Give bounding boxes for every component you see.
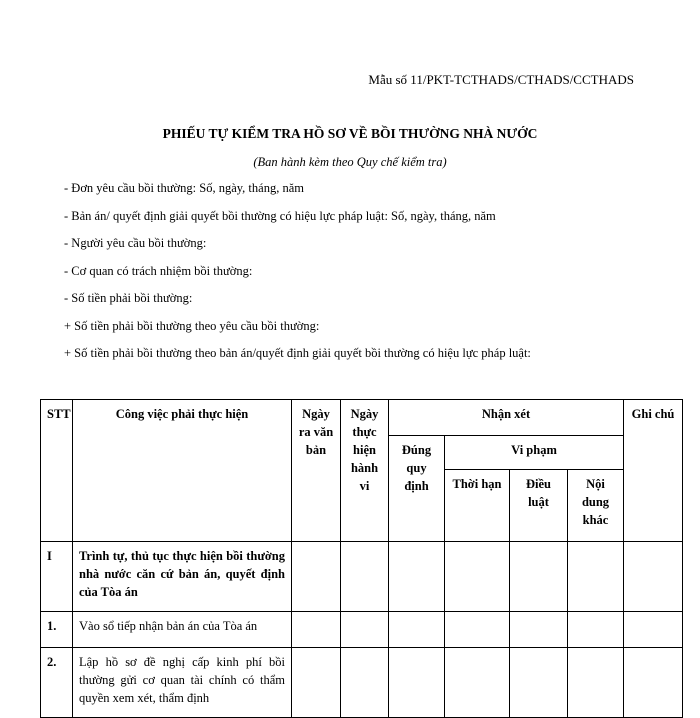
form-code: Mẫu số 11/PKT-TCTHADS/CTHADS/CCTHADS [368, 72, 634, 87]
field-amount-judgment: + Số tiền phải bồi thường theo bản án/quyết định giải quyết bồi thường có hiệu lực pháp luật: [64, 346, 531, 360]
row-number: 2. [41, 648, 73, 718]
col-review: Nhận xét [389, 400, 624, 436]
col-action-date: Ngày thực hiện hành vi [341, 400, 389, 542]
col-deadline: Thời hạn [445, 470, 510, 542]
page-subtitle: (Ban hành kèm theo Quy chế kiểm tra) [253, 155, 447, 169]
col-violation: Vi phạm [445, 436, 624, 470]
row-number: I [41, 542, 73, 612]
col-doc-date: Ngày ra văn bản [292, 400, 341, 542]
table-row [41, 612, 683, 648]
field-amount-requested: + Số tiền phải bồi thường theo yêu cầu bồi thường: [64, 318, 320, 333]
col-other: Nội dung khác [568, 470, 624, 542]
field-judgment: - Bản án/ quyết định giải quyết bồi thường có hiệu lực pháp luật: Số, ngày, tháng, năm [64, 208, 496, 223]
field-claimant: - Người yêu cầu bồi thường: [64, 236, 207, 250]
field-responsible-agency: - Cơ quan có trách nhiệm bồi thường: [64, 263, 253, 278]
col-stt: STT [41, 400, 73, 542]
review-table [40, 399, 683, 718]
col-note: Ghi chú [624, 400, 683, 542]
field-claim-application: - Đơn yêu cầu bồi thường: Số, ngày, tháng, năm [64, 181, 304, 195]
col-article: Điều luật [510, 470, 568, 542]
col-task: Công việc phải thực hiện [73, 400, 292, 542]
row-number: 1. [41, 612, 73, 648]
row-task: Trình tự, thủ tục thực hiện bồi thường nhà nước căn cứ bản án, quyết định của Tòa án [73, 542, 292, 612]
info-fields [64, 180, 684, 373]
row-task: Lập hồ sơ đề nghị cấp kinh phí bồi thường gửi cơ quan tài chính có thẩm quyền xem xét, thẩm định [73, 648, 292, 718]
row-task: Vào sổ tiếp nhận bản án của Tòa án [73, 612, 292, 648]
field-amount: - Số tiền phải bồi thường: [64, 291, 193, 305]
table-row [41, 648, 683, 718]
col-correct: Đúng quy định [389, 436, 445, 542]
page-title: PHIẾU TỰ KIỂM TRA HỒ SƠ VỀ BỒI THƯỜNG NHÀ NƯỚC [162, 126, 538, 141]
table-row [41, 542, 683, 612]
